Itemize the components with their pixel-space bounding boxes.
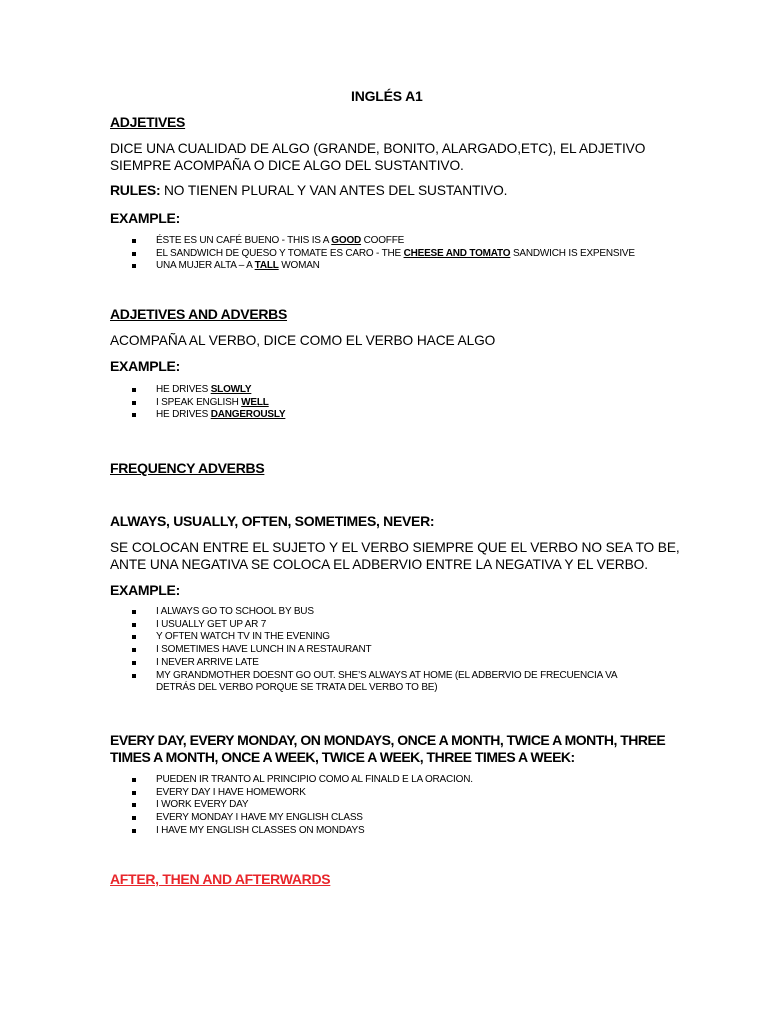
list-item: I SOMETIMES HAVE LUNCH IN A RESTAURANT [110, 644, 617, 657]
bullet-square-icon [132, 674, 136, 678]
bullet-square-icon [132, 401, 136, 405]
bullet-square-icon [132, 661, 136, 665]
list-item: I ALWAYS GO TO SCHOOL BY BUS [110, 606, 617, 619]
bullet-square-icon [132, 648, 136, 652]
bullet-square-icon [132, 816, 136, 820]
list-item: I SPEAK ENGLISH WELL [110, 397, 285, 410]
rules-text: NO TIENEN PLURAL Y VAN ANTES DEL SUSTANTIVO. [164, 182, 508, 198]
section-heading-adjetives: ADJETIVES [110, 114, 186, 130]
bullet-square-icon [132, 635, 136, 639]
list-item: I HAVE MY ENGLISH CLASSES ON MONDAYS [110, 825, 473, 838]
every-day-heading-line-2: TIMES A MONTH, ONCE A WEEK, TWICE A WEEK, THREE TIMES A WEEK: [110, 749, 575, 765]
rules-label: RULES: [110, 182, 161, 198]
adjetives-description-line-1: DICE UNA CUALIDAD DE ALGO (GRANDE, BONITO, ALARGADO,ETC), EL ADJETIVO [110, 140, 646, 156]
example-label-frequency: EXAMPLE: [110, 582, 180, 598]
list-item: EL SANDWICH DE QUESO Y TOMATE ES CARO - THE CHEESE AND TOMATO SANDWICH IS EXPENSIVE [110, 248, 635, 261]
list-item: HE DRIVES DANGEROUSLY [110, 409, 285, 422]
adverbs-description: ACOMPAÑA AL VERBO, DICE COMO EL VERBO HACE ALGO [110, 332, 496, 348]
frequency-description-line-2: ANTE UNA NEGATIVA SE COLOCA EL ADBERVIO ENTRE LA NEGATIVA Y EL VERBO. [110, 556, 648, 572]
frequency-example-list [110, 606, 617, 695]
bullet-square-icon [132, 388, 136, 392]
list-item: MY GRANDMOTHER DOESNT GO OUT. SHE’S ALWAYS AT HOME (EL ADBERVIO DE FRECUENCIA VA [110, 670, 617, 683]
section-heading-after-then: AFTER, THEN AND AFTERWARDS [110, 871, 331, 887]
rules-line [110, 182, 515, 199]
list-item: EVERY DAY I HAVE HOMEWORK [110, 787, 473, 800]
adjetives-example-list [110, 235, 635, 273]
example-label-adverbs: EXAMPLE: [110, 358, 180, 374]
list-item: I WORK EVERY DAY [110, 799, 473, 812]
bullet-square-icon [132, 252, 136, 256]
page-title: INGLÉS A1 [351, 88, 423, 104]
list-item: EVERY MONDAY I HAVE MY ENGLISH CLASS [110, 812, 473, 825]
bullet-square-icon [132, 829, 136, 833]
list-item: UNA MUJER ALTA – A TALL WOMAN [110, 260, 635, 273]
bullet-square-icon [132, 264, 136, 268]
list-item: ÉSTE ES UN CAFÉ BUENO - THIS IS A GOOD COOFFE [110, 235, 635, 248]
bullet-square-icon [132, 239, 136, 243]
list-item: PUEDEN IR TRANTO AL PRINCIPIO COMO AL FINALD E LA ORACION. [110, 774, 473, 787]
section-heading-frequency: FREQUENCY ADVERBS [110, 460, 265, 476]
frequency-subheading: ALWAYS, USUALLY, OFTEN, SOMETIMES, NEVER: [110, 513, 435, 529]
every-day-example-list [110, 774, 473, 838]
frequency-description-line-1: SE COLOCAN ENTRE EL SUJETO Y EL VERBO SIEMPRE QUE EL VERBO NO SEA TO BE, [110, 539, 680, 555]
list-item: I USUALLY GET UP AR 7 [110, 619, 617, 632]
bullet-square-icon [132, 413, 136, 417]
bullet-square-icon [132, 623, 136, 627]
example-label-adjetives: EXAMPLE: [110, 210, 180, 226]
bullet-square-icon [132, 803, 136, 807]
list-item-continuation: DETRÁS DEL VERBO PORQUE SE TRATA DEL VERBO TO BE) [156, 682, 438, 694]
section-heading-adverbs: ADJETIVES AND ADVERBS [110, 306, 288, 322]
every-day-heading-line-1: EVERY DAY, EVERY MONDAY, ON MONDAYS, ONCE A MONTH, TWICE A MONTH, THREE [110, 732, 666, 748]
bullet-square-icon [132, 791, 136, 795]
list-item: I NEVER ARRIVE LATE [110, 657, 617, 670]
bullet-square-icon [132, 778, 136, 782]
bullet-square-icon [132, 610, 136, 614]
adjetives-description-line-2: SIEMPRE ACOMPAÑA O DICE ALGO DEL SUSTANTIVO. [110, 157, 464, 173]
adverbs-example-list [110, 384, 285, 422]
list-item: HE DRIVES SLOWLY [110, 384, 285, 397]
list-item: Y OFTEN WATCH TV IN THE EVENING [110, 631, 617, 644]
